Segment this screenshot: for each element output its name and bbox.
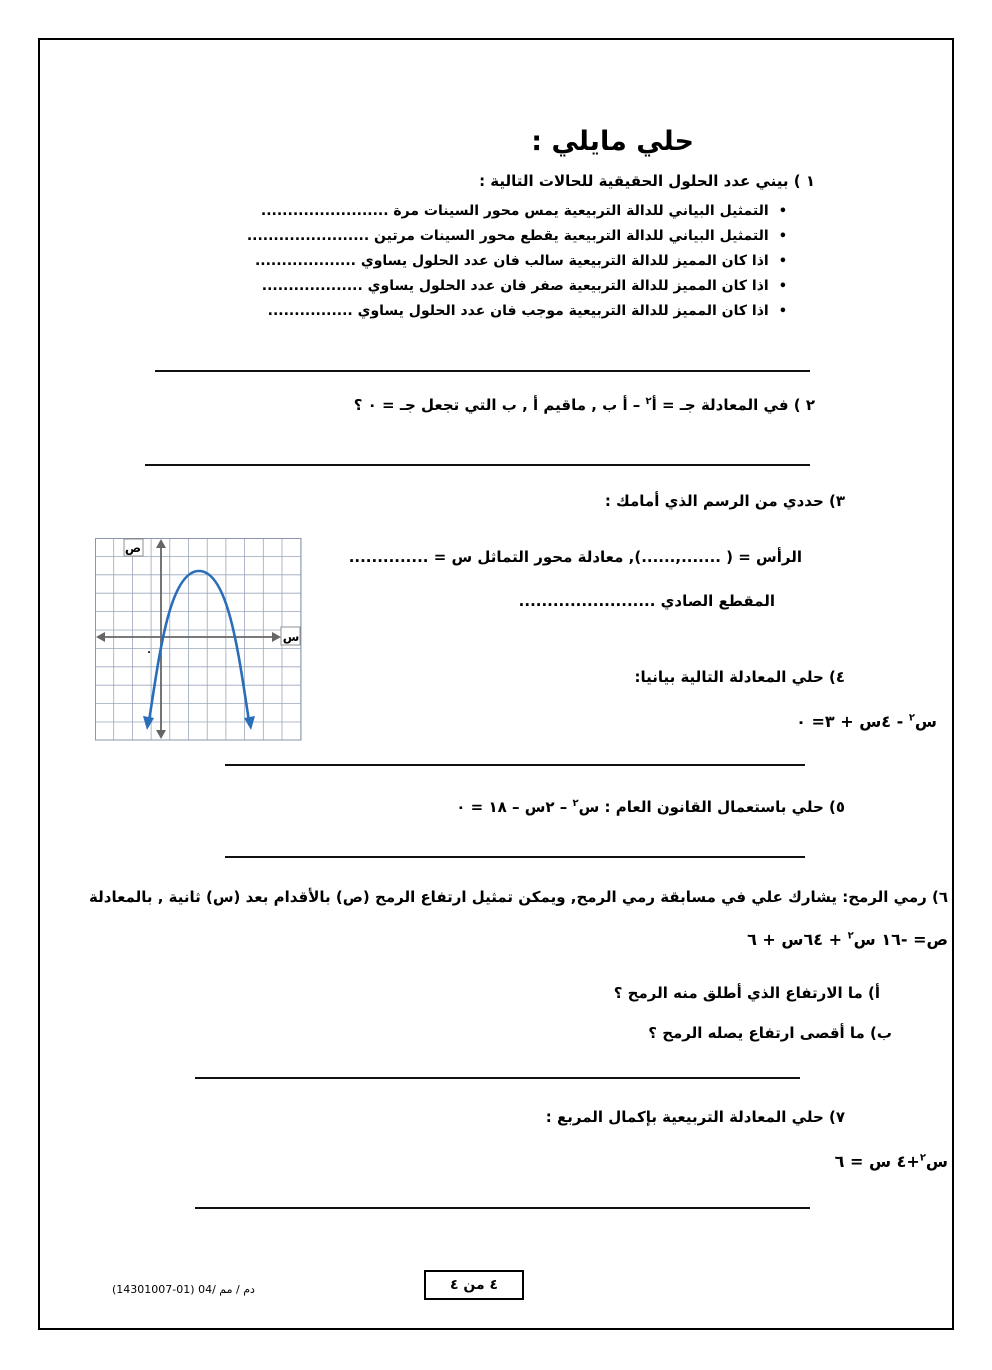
separator [145, 464, 810, 466]
q2-text-pre: ٢ ) في المعادلة جـ = أ [651, 396, 815, 414]
separator [225, 764, 805, 766]
list-item [247, 228, 787, 244]
origin-label: ٠ [145, 647, 153, 658]
parabola-arrowheads [143, 716, 255, 730]
q5-text-rest: – ٢س – ١٨ = ٠ [456, 798, 573, 816]
page-number-box [424, 1270, 524, 1300]
q5-text-pre: ٥) حلي باستعمال القانون العام : س [578, 798, 845, 816]
q4-equation [796, 712, 937, 731]
separator [195, 1077, 800, 1079]
q5-exponent: ٢ [572, 798, 579, 809]
list-item [247, 278, 787, 294]
page-title: حلي مايلي : [531, 126, 694, 157]
q4-eq-pre: س [914, 712, 937, 731]
list-item [247, 303, 787, 319]
q3-heading: ٣) حددي من الرسم الذي أمامك : [604, 492, 845, 510]
bullet-icon: • [778, 254, 787, 269]
q6-intro: ٦) رمي الرمح: يشارك علي في مسابقة رمي الرمح, ويمكن تمثيل ارتفاع الرمح (ص) بالأقدام بعد (س) ثانية , بالمعادلة [89, 888, 948, 906]
q2-exponent: ٢ [645, 396, 652, 407]
q4-eq-rest: - ٤س + ٣= ٠ [796, 712, 909, 731]
q7-exponent: ٢ [919, 1152, 926, 1164]
q7-heading: ٧) حلي المعادلة التربيعية بإكمال المربع : [545, 1108, 845, 1126]
grid-border [96, 539, 302, 741]
page-number: ٤ من ٤ [449, 1277, 499, 1293]
q7-equation [835, 1152, 948, 1171]
bullet-text: التمثيل البياني للدالة التربيعية يمس محور السينات مرة ........................ [260, 203, 769, 219]
q4-heading: ٤) حلي المعادلة التالية بيانيا: [634, 668, 845, 686]
q6-part-a: أ) ما الارتفاع الذي أطلق منه الرمح ؟ [613, 984, 880, 1002]
y-axis-label: ص [124, 541, 142, 555]
list-item [247, 253, 787, 269]
q6-eq-rest: + ٦٤س + ٦ [747, 930, 848, 949]
q7-eq-pre: س [925, 1152, 948, 1171]
q5-text [456, 798, 845, 816]
bullet-text: اذا كان المميز للدالة التربيعية موجب فان عدد الحلول يساوي ................ [267, 303, 769, 319]
bullet-icon: • [778, 229, 787, 244]
bullet-icon: • [778, 304, 787, 319]
bullet-text: التمثيل البياني للدالة التربيعية يقطع محور السينات مرتين ....................... [246, 228, 769, 244]
q1-heading: ١ ) بيني عدد الحلول الحقيقية للحالات التالية : [479, 172, 815, 190]
bullet-icon: • [778, 279, 787, 294]
q1-bullet-list [247, 203, 787, 328]
q6-exponent: ٢ [847, 930, 854, 942]
footer-code: دم / مم /04 (01-14301007) [112, 1283, 255, 1296]
x-axis-label: س [282, 630, 300, 644]
bullet-text: اذا كان المميز للدالة التربيعية سالب فان عدد الحلول يساوي ................... [254, 253, 769, 269]
bullet-text: اذا كان المميز للدالة التربيعية صفر فان عدد الحلول يساوي ................... [261, 278, 769, 294]
separator [225, 856, 805, 858]
graph-svg [95, 538, 302, 743]
list-item [247, 203, 787, 219]
separator [195, 1207, 810, 1209]
q2-text-rest: – أ ب , ماقيم أ , ب التي تجعل جـ = ٠ ؟ [353, 396, 646, 414]
parabola-graph [95, 538, 302, 747]
q3-vertex-line: الرأس = ( .......,......), معادلة محور التماثل س = .............. [348, 548, 802, 566]
grid-lines [95, 538, 301, 740]
separator [155, 370, 810, 372]
q6-part-b: ب) ما أقصى ارتفاع يصله الرمح ؟ [648, 1024, 892, 1042]
q4-exponent: ٢ [908, 712, 915, 724]
q3-yintercept-line: المقطع الصادي ........................ [518, 592, 775, 610]
q7-eq-rest: +٤ س = ٦ [834, 1152, 920, 1171]
bullet-icon: • [778, 204, 787, 219]
q2-text [354, 396, 815, 414]
q6-eq-pre: ص= -١٦ س [853, 930, 948, 949]
q6-equation [747, 930, 948, 949]
